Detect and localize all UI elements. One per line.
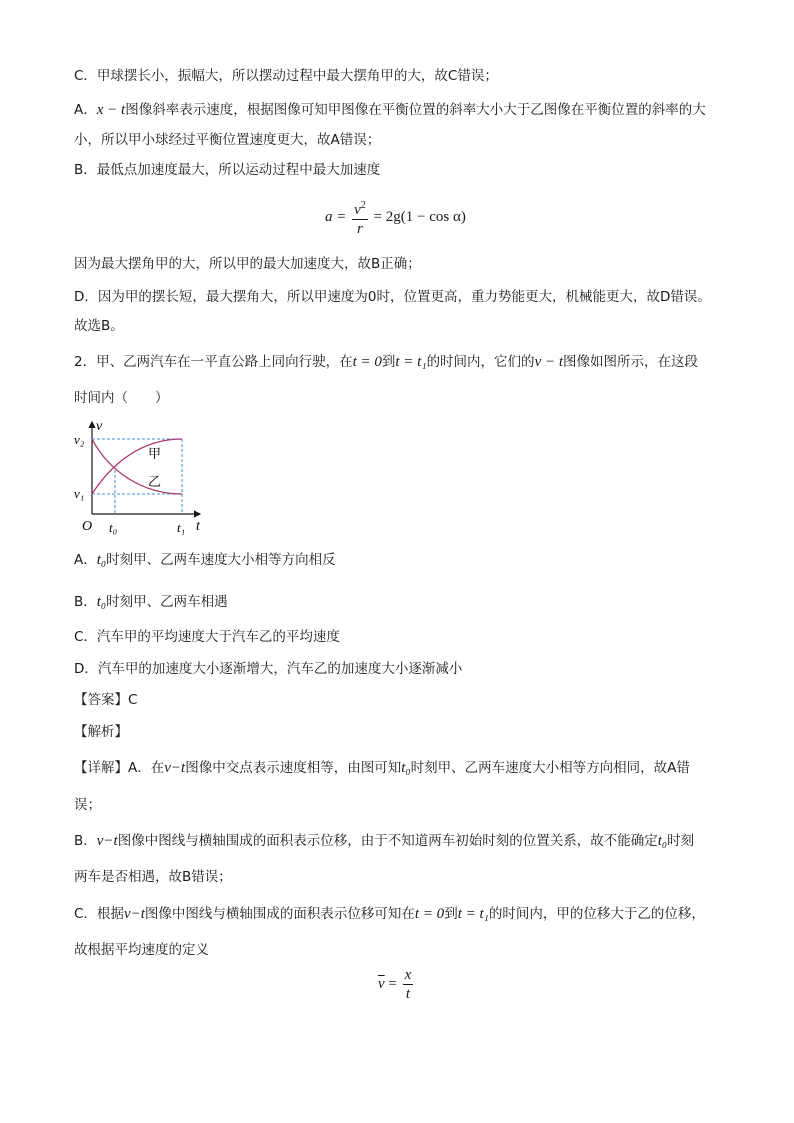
- origin-label: O: [82, 519, 93, 534]
- q2-math-t1: t = t₁: [395, 354, 427, 370]
- q2-math-vt: v − t: [534, 354, 564, 370]
- label-a: A．: [74, 102, 97, 118]
- formula-max-acceleration: [325, 197, 466, 238]
- v1-label: v₁: [74, 486, 85, 501]
- detail-line-c: [74, 904, 705, 924]
- vbar: $\overline{v}$: [378, 975, 385, 992]
- option-b-math: t₀: [96, 594, 107, 610]
- formula-lhs: a =: [325, 208, 347, 225]
- q2-text-pre: 2．甲、乙两汽车在一平直公路上同向行驶，在: [74, 354, 353, 370]
- detail-c-post: 的时间内，甲的位移大于乙的位移，: [488, 906, 705, 922]
- detail-b-mid: 图像中图线与横轴围成的面积表示位移，由于不知道两车初始时刻的位置关系，故不能确定: [117, 833, 658, 849]
- answer-line: [74, 690, 137, 710]
- formula2-num: x: [404, 967, 412, 983]
- detail-line-c-cont: 故根据平均速度的定义: [74, 942, 209, 958]
- t1-label: t₁: [177, 520, 186, 535]
- detail-line-a: [74, 758, 690, 778]
- formula2-den: t: [405, 986, 411, 1002]
- math-x-t: x − t: [96, 102, 126, 118]
- q2-text-mid2: 的时间内，它们的: [426, 354, 535, 370]
- solution-line-c: C．甲球摆长小，振幅大，所以摆动过程中最大摆角甲的大，故C错误；: [74, 68, 498, 84]
- curve-yi-label: 乙: [148, 475, 162, 490]
- formula2-fraction: [403, 966, 414, 1003]
- option-b-text: 时刻甲、乙两车相遇: [106, 594, 228, 610]
- option-c: C．汽车甲的平均速度大于汽车乙的平均速度: [74, 629, 340, 645]
- detail-line-b: [74, 831, 694, 851]
- detail-a-math-vt: v−t: [164, 760, 186, 776]
- t0-label: t₀: [109, 520, 118, 535]
- solution-line-a: [74, 100, 706, 120]
- curve-jia: [92, 439, 182, 494]
- x-axis-label: t: [196, 519, 200, 534]
- detail-line-b-cont: 两车是否相遇，故B错误；: [74, 869, 232, 885]
- option-d: D．汽车甲的加速度大小逐渐增大，汽车乙的加速度大小逐渐减小: [74, 661, 463, 677]
- answer-value: C: [128, 692, 138, 708]
- y-axis-label: v: [96, 419, 103, 434]
- option-b: [74, 592, 228, 612]
- frac-num: v: [354, 202, 361, 218]
- formula-fraction: [352, 197, 368, 238]
- solution-line-conclusion: 因为最大摆角甲的大，所以甲的最大加速度大，故B正确；: [74, 256, 421, 272]
- curve-yi: [92, 439, 182, 494]
- detail-tag: 【详解】: [74, 760, 128, 776]
- q2-math-t0: t = 0: [352, 354, 382, 370]
- detail-a-mid: 图像中交点表示速度相等，由图可知: [185, 760, 402, 776]
- detail-c-mid2: 到: [444, 906, 458, 922]
- detail-a-post: 时刻甲、乙两车速度大小相等方向相同，故A错: [410, 760, 690, 776]
- frac-num-sup: 2: [360, 200, 366, 211]
- detail-b-post: 时刻: [667, 833, 695, 849]
- detail-a-math-t0: t₀: [401, 760, 411, 776]
- v2-label: v₂: [74, 432, 85, 447]
- solution-line-a-cont: 小，所以甲小球经过平衡位置速度更大，故A错误；: [74, 132, 381, 148]
- detail-b-math-vt: v−t: [96, 833, 118, 849]
- frac-den: r: [357, 221, 363, 237]
- detail-a-pre: A．在: [128, 760, 165, 776]
- answer-choice-line: 故选B。: [74, 318, 124, 334]
- solution-line-d: D．因为甲的摆长短，最大摆角大，所以甲速度为0时，位置更高，重力势能更大，机械能更大，故D错误。: [74, 289, 711, 305]
- curve-jia-label: 甲: [148, 447, 162, 462]
- question-2-stem-cont: 时间内（ ）: [74, 390, 169, 406]
- detail-c-mid1: 图像中图线与横轴围成的面积表示位移可知在: [144, 906, 415, 922]
- detail-b-pre: B．: [74, 833, 97, 849]
- detail-c-math-vt: v−t: [123, 906, 145, 922]
- option-a-text: 时刻甲、乙两车速度大小相等方向相反: [106, 552, 336, 568]
- vt-graph: [72, 418, 212, 536]
- detail-c-math-t1: t = t₁: [457, 906, 489, 922]
- analysis-tag: 【解析】: [74, 724, 128, 740]
- text-a: 图像斜率表示速度，根据图像可知甲图像在平衡位置的斜率大小大于乙图像在平衡位置的斜率的大: [125, 102, 706, 118]
- formula-rhs: = 2g(1 − cos α): [373, 208, 466, 225]
- option-b-label: B．: [74, 594, 97, 610]
- formula2-eq: =: [388, 975, 397, 992]
- formula-average-velocity: [378, 966, 415, 1003]
- detail-line-a-cont: 误；: [74, 797, 101, 813]
- q2-text-post: 图像如图所示，在这段: [563, 354, 699, 370]
- answer-tag: 【答案】: [74, 692, 128, 708]
- option-a-math: t₀: [96, 552, 107, 568]
- option-a: [74, 550, 336, 570]
- detail-c-pre: C．根据: [74, 906, 124, 922]
- question-2-stem: [74, 352, 698, 372]
- solution-line-b: B．最低点加速度最大，所以运动过程中最大加速度: [74, 162, 381, 178]
- option-a-label: A．: [74, 552, 97, 568]
- q2-text-mid1: 到: [381, 354, 396, 370]
- detail-c-math-t0: t = 0: [414, 906, 445, 922]
- detail-b-math-t0: t₀: [657, 833, 668, 849]
